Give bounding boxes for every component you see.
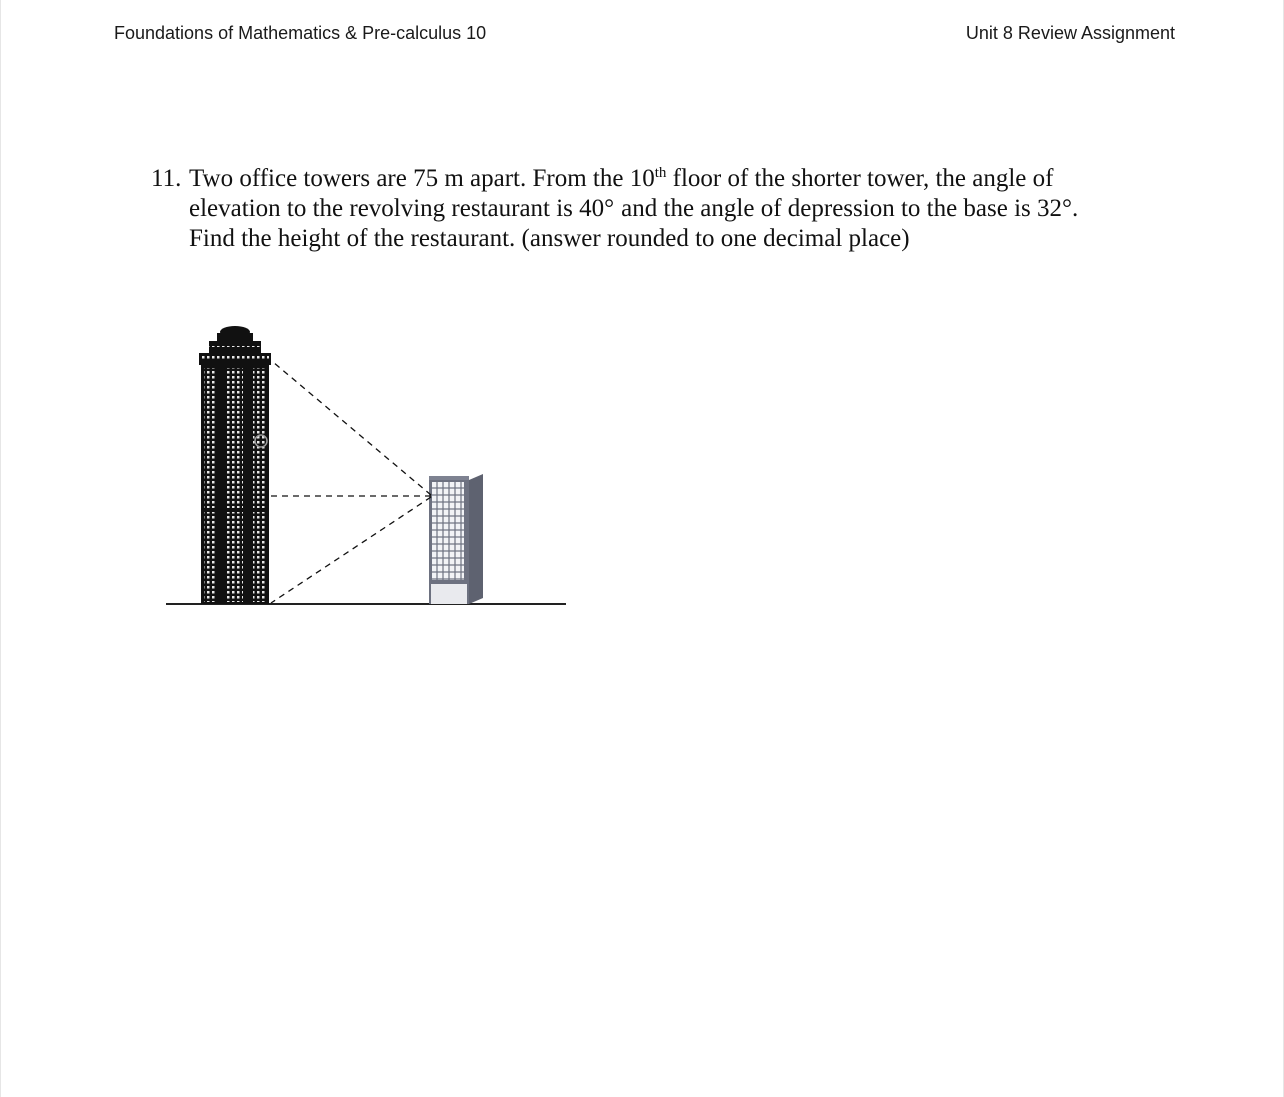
question-text-2a: elevation to the revolving restaurant is 40° (189, 195, 615, 222)
question-text-2-end: . (1072, 195, 1079, 222)
question-line-3: Find the height of the restaurant. (answer rounded to one decimal place) (189, 225, 910, 252)
question-line-1 (151, 164, 1151, 194)
short-tower (429, 474, 483, 604)
question-text-1b: floor of the shorter tower, the angle of (666, 165, 1054, 192)
ordinal-suffix: th (654, 165, 667, 181)
question-text-1a: Two office towers are 75 m apart. From the 10 (189, 165, 655, 192)
question-line-2 (151, 194, 1151, 224)
depression-sight-line (271, 497, 431, 603)
question-text-2b: and the angle of depression to the base is 32° (621, 195, 1073, 222)
tall-tower (199, 326, 271, 604)
question-11 (151, 164, 1151, 254)
question-number: 11. (151, 165, 182, 192)
elevation-sight-line (273, 362, 431, 495)
towers-diagram (161, 320, 581, 620)
course-title: Foundations of Mathematics & Pre-calculus 10 (114, 23, 487, 43)
assignment-title: Unit 8 Review Assignment (965, 23, 1175, 43)
